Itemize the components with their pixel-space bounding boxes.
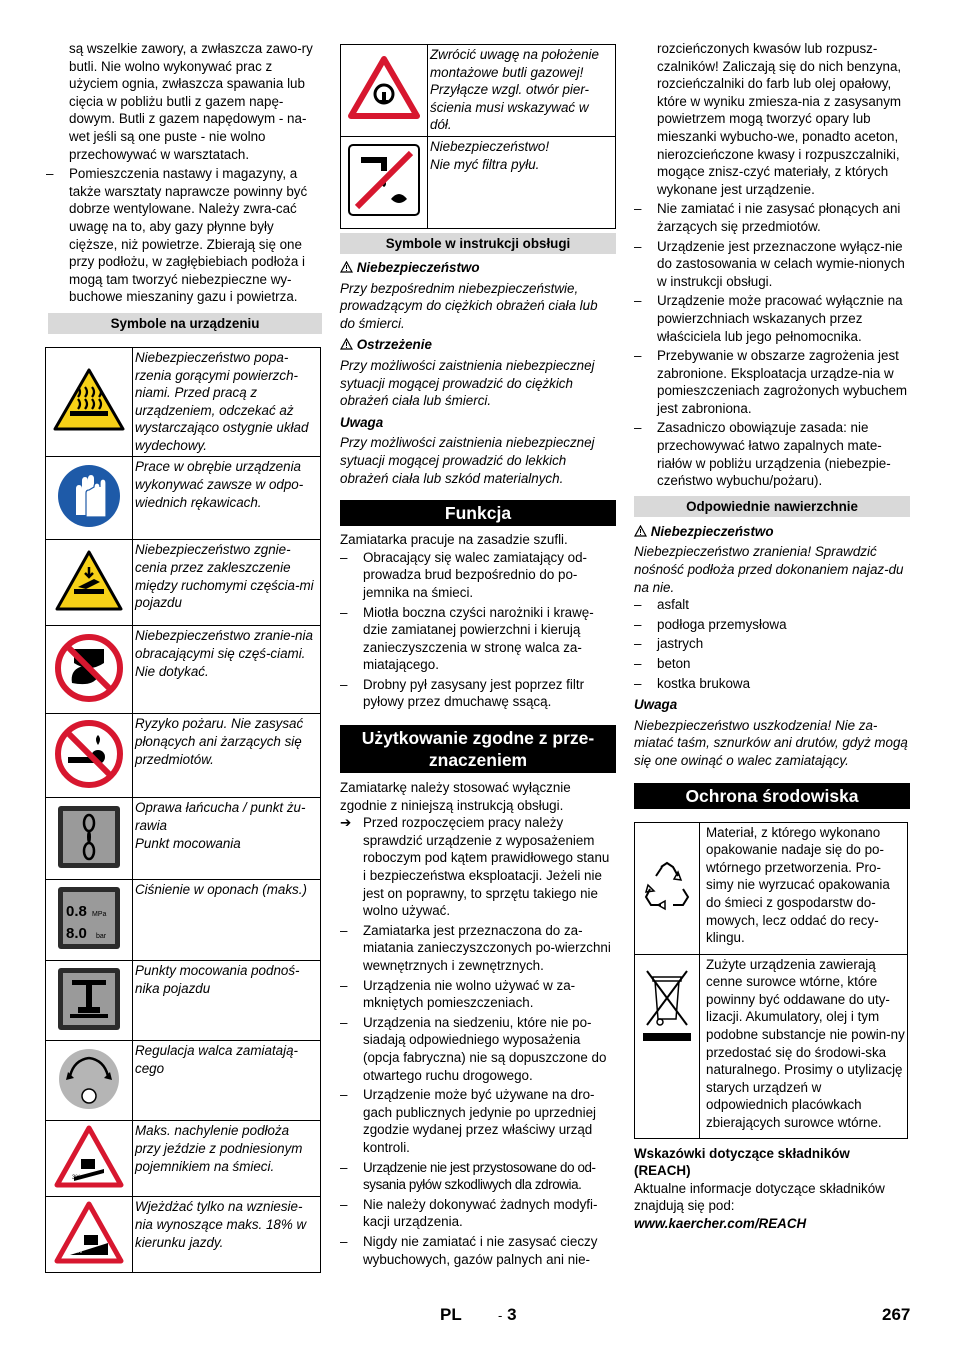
chain-mount-icon [56,804,122,870]
list-item: – Zasadniczo obowiązuje zasada: nie przechowywać łatwo zapalnych mate-riałów w pobliżu urządzenia (niebezpie-czeństwo wybuchu/pożaru). [634,420,891,489]
footer-lang: PL [440,1305,462,1324]
surf-danger-text: Niebezpieczeństwo zranienia! Sprawdzić nośność podłoża przed dokonaniem najaz-du na nie. [634,544,904,595]
intro-continuation: są wszelkie zawory, a zwłaszcza zawo-ry butli. Nie wolno wykonywać prac z użyciem ognia, zwłaszcza spawania lub cięcia w pobliżu butli z gazem napę-dowym. Butli z gazem napędowym - na-wet jeśli są one puste - nie wolno przechowywać w warsztatach. [69,41,313,162]
gas-cylinder-warning-icon [348,56,420,120]
surf-caution-label: Uwaga [634,697,678,713]
footer-section-page: - 3 [498,1305,517,1324]
top-symbols-table [340,44,616,229]
recycling-icon [640,859,694,913]
symbol-description: Prace w obrębie urządzenia wykonywać zawsze w odpo-wiednich rękawicach. [133,457,321,540]
list-item: – Przebywanie w obszarze zagrożenia jest zabronione. Eksploatacja urządze-nia w pomieszczeniach zagrożonych wybuchem jest zabroniona. [634,348,908,416]
surf-caution-text: Niebezpieczeństwo uszkodzenia! Nie za-miatać taśm, sznurków ani drutów, gdyż mogą się one owinąć o walec zamiatający. [634,717,908,768]
reach-text: Aktualne informacje dotyczące składników znajdują się pod: [634,1180,885,1214]
list-item: – Nie zamiatać i nie zasysać płonących ani żarzących się przedmiotów. [634,201,901,234]
warning-triangle-icon [634,525,647,537]
wear-gloves-icon [56,463,122,529]
function-heading: Funkcja [340,500,616,526]
surface-item: – podłoga przemysłowa [634,616,787,632]
crossed-bin-icon [639,965,695,1043]
caution-label: Uwaga [340,414,384,430]
manual-symbols-heading: Symbole w instrukcji obsługi [340,233,616,254]
symbol-description: Zwrócić uwagę na położenie montażowe butli gazowej! Przyłącze wzgl. otwór pier-ścienia musi wskazywać w dół. [428,45,616,137]
symbol-description: Ciśnienie w oponach (maks.) [133,880,321,961]
page-number: 267 [882,1305,911,1324]
function-intro: Zamiatarka pracuje na zasadzie szufli. [340,532,568,548]
list-item: – Drobny pył zasysany jest poprzez filtr pyłowy przez dmuchawę ssącą. [340,676,585,710]
svg-text:18%: 18% [70,1248,83,1255]
env-description: Materiał, z którego wykonano opakowanie nadaje się do po-wtórnego przetworzenia. Pro-simy nie wyrzucać opakowania do śmieci z gospodarstw do-mowych, lecz oddać do recy-klingu. [700,822,908,954]
symbol-description: Wjeżdżać tylko na wzniesie-nia wynoszące maks. 18% w kierunku jazdy. [133,1197,321,1273]
danger-label-row: Niebezpieczeństwo [340,259,616,277]
list-item: – Urządzenie może być używane na dro-gach publicznych jedynie po uprzedniej zgodzie wydanej przez właściwy urząd kontroli. [340,1087,597,1155]
warning-triangle-icon [340,261,353,273]
symbol-description: Maks. nachylenie podłoża przy jeździe z podniesionym pojemnikiem na śmieci. [133,1121,321,1197]
tire-pressure-icon [56,885,122,951]
symbol-description: Niebezpieczeństwo zranie-nia obracającymi się częś-ciami. Nie dotykać. [133,626,321,714]
list-item: – Urządzenie może pracować wyłącznie na powierzchniach wskazanych przez właściciela lub jego pełnomocnika. [634,293,903,344]
warning-label-row: Ostrzeżenie [340,336,616,354]
warning-text: Przy możliwości zaistnienia niebezpiecznej sytuacji mogącej prowadzić do ciężkich obrażeń ciała lub śmierci. [340,357,595,409]
surface-item: – jastrych [634,636,704,652]
env-heading: Ochrona środowiska [634,783,910,809]
symbol-description: Niebezpieczeństwo! Nie myć filtra pyłu. [428,137,616,229]
surf-danger-label-row: Niebezpieczeństwo [634,523,910,541]
surface-item: – beton [634,656,691,671]
environment-table [634,822,908,1139]
symbol-description: Punkty mocowania podnoś-nika pojazdu [133,961,321,1041]
symbols-heading: Symbole na urządzeniu [48,313,322,334]
symbol-description: Regulacja walca zamiatają-cego [133,1041,321,1121]
surface-item: – kostka brukowa [634,675,751,691]
list-item: – Miotła boczna czyści narożniki i krawę-dzie zamiatanej powierzchni i kierują zanieczyszczenia w stronę walca za-miatającego. [340,604,594,673]
list-item: – Urządzenie jest przeznaczone wyłącz-nie do zastosowania w celach wymie-nionych w instrukcji obsługi. [634,238,905,289]
max-ramp-icon [54,1201,124,1265]
svg-text:MPa: MPa [92,911,107,919]
warning-triangle-icon [340,338,353,350]
list-item: – Urządzenie nie jest przystosowane do od-sysania pyłów szkodliwych dla zdrowia. [340,1159,596,1193]
surfaces-heading: Odpowiednie nawierzchnie [634,496,910,517]
intended-use-heading: Użytkowanie zgodne z prze-znaczeniem [340,725,616,773]
pressure-bar-value: 8.0 [66,925,87,943]
continuation-text: rozcieńczonych kwasów lub rozpusz-czalników! Zaliczają się do nich benzyna, rozcieńczalniki do farb lub olej opałowy, które w wyniku zmiesza-nia z zasysanym powietrzem mogą tworzyć opary lub mieszanki wybucho-we, ponadto aceton, nierozcieńczone kwasy i rozpuszczalniki, mogące znisz-czyć materiały, z których wykonane jest urządzenie. [657,41,902,197]
device-symbols-table [45,347,321,1274]
column-1 [46,40,322,1273]
jack-points-icon [56,966,122,1032]
list-item: – Zamiatarka jest przeznaczona do za-miatania zanieczyszczonych po-wierzchni wewnętrznych i zewnętrznych. [340,922,611,973]
symbol-description: Niebezpieczeństwo popa-rzenia gorącymi powierzch-niami. Przed pracą z urządzeniem, odczekać aż wystarczająco ostygnie układ wydechowy. [133,347,321,457]
symbol-description: Niebezpieczeństwo zgnie-cenia przez zakleszczenie między ruchomymi częścia-mi pojazdu [133,540,321,626]
no-smoking-fire-icon [54,719,124,789]
list-item: – Urządzenia na siedzeniu, które nie po-siadają odpowiedniego wyposażenia (opcja fabryczna) nie są dopuszczone do otwartego ruchu drogowego. [340,1014,607,1083]
list-item: – Nigdy nie zamiatać i nie zasysać cieczy wybuchowych, gazów palnych ani nie- [340,1233,598,1267]
reach-link[interactable]: www.kaercher.com/REACH [634,1215,807,1231]
danger-text: Przy bezpośrednim niebezpieczeństwie, prowadzącym do ciężkich obrażeń ciała lub do śmierci. [340,280,598,331]
no-touch-rotating-parts-icon [54,633,124,703]
max-slope-raised-hopper-icon [54,1125,124,1189]
arrow-list-item: ➔ Przed rozpoczęciem pracy należy sprawdzić urządzenie z wyposażeniem roboczym pod kątem prawidłowego stanu i bezpieczeństwa eksploatacji. Jeżeli nie jest on poprawny, to sprzętu takiego nie wolno używać. [340,815,610,919]
env-description: Zużyte urządzenia zawierają cenne surowce wtórne, które powinny być oddawane do uty-lizacji. Akumulatory, olej i tym podobne substancje nie powin-ny przedostać się do środowi-ska naturalnego. Prosimy o utylizację starych urządzeń w odpowiednich placówkach zbierających surowce wtórne. [700,954,908,1138]
arrow-icon: ➔ [340,815,352,831]
no-wash-filter-icon [347,143,421,217]
reach-heading: Wskazówki dotyczące składników (REACH) [634,1145,850,1179]
list-item: – Pomieszczenia nastawy i magazyny, a także warsztaty naprawcze powinny być dobrze wentylowane. Należy zwra-cać uwagę na to, aby gazy płynne były cięższe, niż powietrze. Zbierają się one przy podłożu, w zagłębiebiach podłoża i mogą tam tworzyć niebezpieczne wy-buchowe mieszaniny gazu i powietrza. [46,166,308,305]
hot-surface-warning-icon [52,367,126,433]
caution-text: Przy możliwości zaistnienia niebezpiecznej sytuacji mogącej prowadzić do lekkich obrażeń ciała lub szkód materialnych. [340,435,595,486]
column-3 [634,40,910,1233]
surface-item: – asfalt [634,597,690,613]
roller-adjust-icon [56,1046,122,1112]
svg-text:3%: 3% [72,1174,81,1181]
list-item: – Nie należy dokonywać żadnych modyfi-kacji urządzenia. [340,1196,598,1230]
symbol-description: Ryzyko pożaru. Nie zasysać płonących ani żarzących się przedmiotów. [133,714,321,798]
list-item: – Urządzenia nie wolno używać w za-mkniętych pomieszczeniach. [340,977,576,1011]
intended-use-intro: Zamiatarkę należy stosować wyłącznie zgodnie z niniejszą instrukcją obsługi. [340,780,571,813]
symbol-description: Oprawa łańcucha / punkt żu-rawia Punkt mocowania [133,798,321,880]
pressure-mpa-value: 0.8 [66,903,87,921]
column-2 [340,44,616,1270]
svg-text:bar: bar [96,933,107,941]
crush-hazard-icon [54,549,124,613]
list-item: – Obracający się walec zamiatający od-prowadza brud bezpośrednio do po-jemnika na śmieci. [340,549,588,600]
